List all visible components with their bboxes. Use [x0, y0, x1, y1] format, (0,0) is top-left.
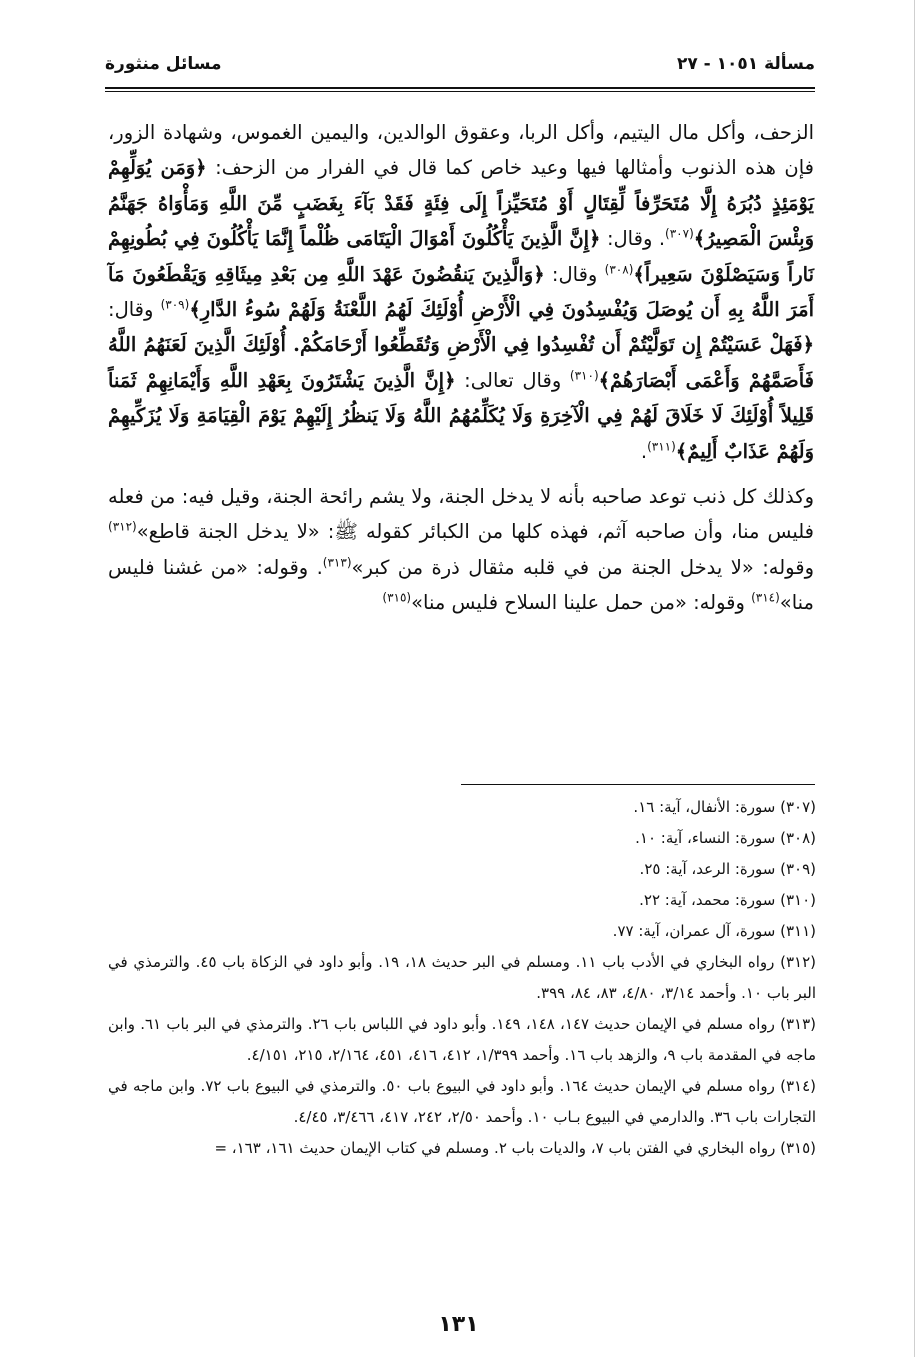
- footnote-entry: (٣١٣) رواه مسلم في الإيمان حديث ١٤٧، ١٤٨، ١٤٩. وأبو داود في اللباس باب ٢٦. والترمذي في البر باب ٦١. وابن ماجه في المقدمة باب ٩، والزهد باب ١٦. وأحمد ١/٣٩٩، ٤١٢، ٤١٦، ٤٥١، ٢/١٦٤، ٢١٥، ٤/١٥١.: [108, 1015, 817, 1064]
- body-text-run: وقال تعالى:: [455, 368, 570, 392]
- quran-verse: ﴿إِنَّ الَّذِينَ يَشْتَرُونَ بِعَهْدِ اللَّهِ وَأَيْمَانِهِمْ ثَمَناً قَلِيلاً أُوْلَئِكَ لَا خَلَاقَ لَهُمْ فِي الْآخِرَةِ وَلَا يُكَلِّمُهُمُ اللَّهُ وَلَا يَنظُرُ إِلَيْهِمْ يَوْمَ الْقِيَامَةِ وَلَا يُزَكِّيهِمْ وَلَهُمْ عَذَابٌ أَلِيمٌ﴾: [108, 368, 814, 463]
- paragraph-2: [108, 479, 814, 621]
- body-text-run: وقال:: [544, 262, 605, 286]
- body-text-run: وقال:: [108, 298, 161, 322]
- footnote-reference: (٣٠٩): [160, 297, 190, 312]
- body-text-run: الزحف، وأكل مال اليتيم، وأكل الربا، وعقوق الوالدين، واليمين الغموس، وشهادة الزور، فإن هذه الذنوب وأمثالها فيها وعيد خاص كما قال في الفرار من الزحف:: [108, 121, 814, 180]
- footnote-entry: (٣١٤) رواه مسلم في الإيمان حديث ١٦٤. وأبو داود في البيوع باب ٥٠. والترمذي في البيوع باب ٧٢. وابن ماجه في التجارات باب ٣٦. والدارمي في البيوع بـاب ١٠. وأحمد ٢/٥٠، ٢٤٢، ٤١٧، ٣/٤٦٦، ٤/٤٥.: [108, 1077, 817, 1126]
- footnotes: [108, 792, 816, 1164]
- header-left-title: مسائل منثورة: [105, 54, 222, 74]
- main-text: [108, 115, 814, 621]
- quran-verse: ﴿وَمَن يُوَلِّهِمْ يَوْمَئِذٍ دُبُرَهُ إِلَّا مُتَحَرِّفاً لِّقِتَالٍ أَوْ مُتَحَيِّزاً إِلَى فِئَةٍ فَقَدْ بَآءَ بِغَضَبٍ مِّنَ اللَّهِ وَمَأْوَاهُ جَهَنَّمُ وَبِئْسَ الْمَصِيرُ﴾: [108, 156, 815, 251]
- footnote-reference: (٣١٤): [751, 590, 780, 605]
- footnote-reference: (٣١٣): [322, 555, 352, 570]
- footnote-entry: (٣٠٨) سورة: النساء، آية: ١٠.: [635, 829, 816, 847]
- footnote-entry: (٣١٢) رواه البخاري في الأدب باب ١١. ومسلم في البر حديث ١٨، ١٩. وأبو داود في الزكاة باب ٤٥. والترمذي في البر باب ١٠. وأحمد ٣/١٤، ٤/٨٠، ٨٣، ٨٤، ٣٩٩.: [108, 953, 816, 1002]
- footnote-reference: (٣١١): [647, 439, 676, 454]
- footnote-entry: (٣٠٩) سورة: الرعد، آية: ٢٥.: [639, 860, 816, 878]
- body-text-run: . وقوله: «من غشنا فليس منا»: [108, 555, 814, 615]
- body-text-run: . وقال:: [600, 227, 666, 251]
- footnote-reference: (٣١٥): [382, 590, 412, 605]
- header-rule: [105, 87, 815, 92]
- footnote-entry: (٣٠٧) سورة: الأنفال، آية: ١٦.: [633, 798, 816, 816]
- footnote-reference: (٣٠٧): [665, 226, 694, 241]
- quran-verse: ﴿فَهَلْ عَسَيْتُمْ إِن تَوَلَّيْتُمْ أَن تُفْسِدُوا فِي الْأَرْضِ وَتُقَطِّعُوا أَرْحَامَكُمْ. أُوْلَئِكَ الَّذِينَ لَعَنَهُمُ اللَّهُ فَأَصَمَّهُمْ وَأَعْمَى أَبْصَارَهُمْ﴾: [108, 333, 814, 392]
- body-text-run: وقوله: «من حمل علينا السلاح فليس منا»: [411, 591, 752, 615]
- running-header: [105, 52, 815, 88]
- footnote-reference: (٣١٠): [569, 368, 599, 383]
- header-right-title: مسألة ١٠٥١ - ٢٧: [676, 54, 815, 74]
- quran-verse: ﴿إِنَّ الَّذِينَ يَأْكُلُونَ أَمْوَالَ الْيَتَامَى ظُلْماً إِنَّمَا يَأْكُلُونَ فِي بُطُونِهِمْ نَاراً وَسَيَصْلَوْنَ سَعِيراً﴾: [108, 227, 814, 286]
- footnote-entry: (٣١١) سورة، آل عمران، آية: ٧٧.: [612, 922, 816, 940]
- page-number: ١٣١: [438, 1312, 479, 1337]
- page-edge-line: [914, 0, 915, 1357]
- body-text-run: .: [640, 439, 648, 463]
- footnote-separator: [461, 784, 815, 785]
- footnote-entry: (٣١٠) سورة: محمد، آية: ٢٢.: [639, 891, 816, 909]
- paragraph-1: [108, 115, 814, 469]
- quran-verse: ﴿وَالَّذِينَ يَنقُضُونَ عَهْدَ اللَّهِ مِن بَعْدِ مِيثَاقِهِ وَيَقْطَعُونَ مَآ أَمَرَ اللَّهُ بِهِ أَن يُوصَلَ وَيُفْسِدُونَ فِي الْأَرْضِ أُوْلَئِكَ لَهُمُ اللَّعْنَةُ وَلَهُمْ سُوءُ الدَّارِ﴾: [108, 262, 814, 322]
- footnote-reference: (٣٠٨): [604, 262, 634, 277]
- footnote-reference: (٣١٢): [108, 519, 137, 534]
- body-text-run: وكذلك كل ذنب توعد صاحبه بأنه لا يدخل الجنة، ولا يشم رائحة الجنة، وقيل فيه: من فعله فليس منا، وأن صاحبه آثم، فهذه كلها من الكبائر كقوله ﷺ: «لا يدخل الجنة قاطع»: [108, 485, 814, 544]
- footnote-entry: (٣١٥) رواه البخاري في الفتن باب ٧، والديات باب ٢. ومسلم في كتاب الإيمان حديث ١٦١، ١٦٣، =: [214, 1139, 816, 1157]
- body-text-run: وقوله: «لا يدخل الجنة من في قلبه مثقال ذرة من كبر»: [351, 555, 814, 579]
